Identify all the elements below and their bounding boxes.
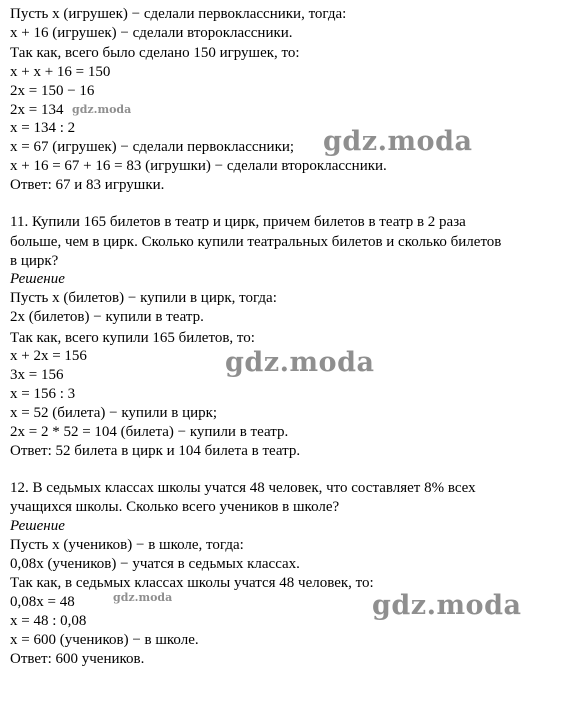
text-line: 3x = 156: [10, 367, 64, 383]
text-line: Так как, в седьмых классах школы учатся 48 человек, то:: [10, 575, 374, 591]
text-line: 2x = 134: [10, 102, 64, 118]
text-line: x = 52 (билета) − купили в цирк;: [10, 405, 218, 421]
text-line: x = 67 (игрушек) − сделали первоклассники;: [10, 139, 295, 155]
problem-12-statement: учащихся школы. Сколько всего учеников в школе?: [10, 499, 340, 515]
text-line: x + 16 (игрушек) − сделали второклассники.: [10, 25, 293, 41]
text-line: x + 16 = 67 + 16 = 83 (игрушки) − сделали второклассники.: [10, 158, 387, 174]
text-line: 0,08x (учеников) − учатся в седьмых классах.: [10, 556, 300, 572]
solution-heading: Решение: [10, 271, 65, 287]
text-line: x = 600 (учеников) − в школе.: [10, 632, 199, 648]
text-line: Так как, всего было сделано 150 игрушек, то:: [10, 45, 300, 61]
problem-11-statement: в цирк?: [10, 253, 59, 269]
watermark: gdz.moda: [225, 347, 375, 378]
answer-line: Ответ: 52 билета в цирк и 104 билета в театр.: [10, 443, 301, 459]
text-line: Пусть x (игрушек) − сделали первоклассники, тогда:: [10, 6, 347, 22]
text-line: x = 156 : 3: [10, 386, 76, 402]
solution-heading: Решение: [10, 518, 65, 534]
problem-11-statement: 11. Купили 165 билетов в театр и цирк, причем билетов в театр в 2 раза: [10, 214, 466, 230]
text-line: Так как, всего купили 165 билетов, то:: [10, 330, 255, 346]
watermark: gdz.moda: [113, 591, 173, 604]
watermark: gdz.moda: [72, 103, 132, 116]
problem-12-statement: 12. В седьмых классах школы учатся 48 человек, что составляет 8% всех: [10, 480, 476, 496]
text-line: Пусть x (билетов) − купили в цирк, тогда:: [10, 290, 277, 306]
text-line: x = 48 : 0,08: [10, 613, 87, 629]
answer-line: Ответ: 600 учеников.: [10, 651, 145, 667]
text-line: Пусть x (учеников) − в школе, тогда:: [10, 537, 244, 553]
text-line: 2x = 2 * 52 = 104 (билета) − купили в театр.: [10, 424, 289, 440]
text-line: x + x + 16 = 150: [10, 64, 111, 80]
text-line: 2x (билетов) − купили в театр.: [10, 309, 204, 325]
text-line: 2x = 150 − 16: [10, 83, 95, 99]
answer-line: Ответ: 67 и 83 игрушки.: [10, 177, 165, 193]
watermark: gdz.moda: [372, 590, 522, 621]
watermark: gdz.moda: [323, 126, 473, 157]
text-line: x = 134 : 2: [10, 120, 76, 136]
text-line: x + 2x = 156: [10, 348, 87, 364]
problem-11-statement: больше, чем в цирк. Сколько купили театральных билетов и сколько билетов: [10, 234, 502, 250]
text-line: 0,08x = 48: [10, 594, 75, 610]
